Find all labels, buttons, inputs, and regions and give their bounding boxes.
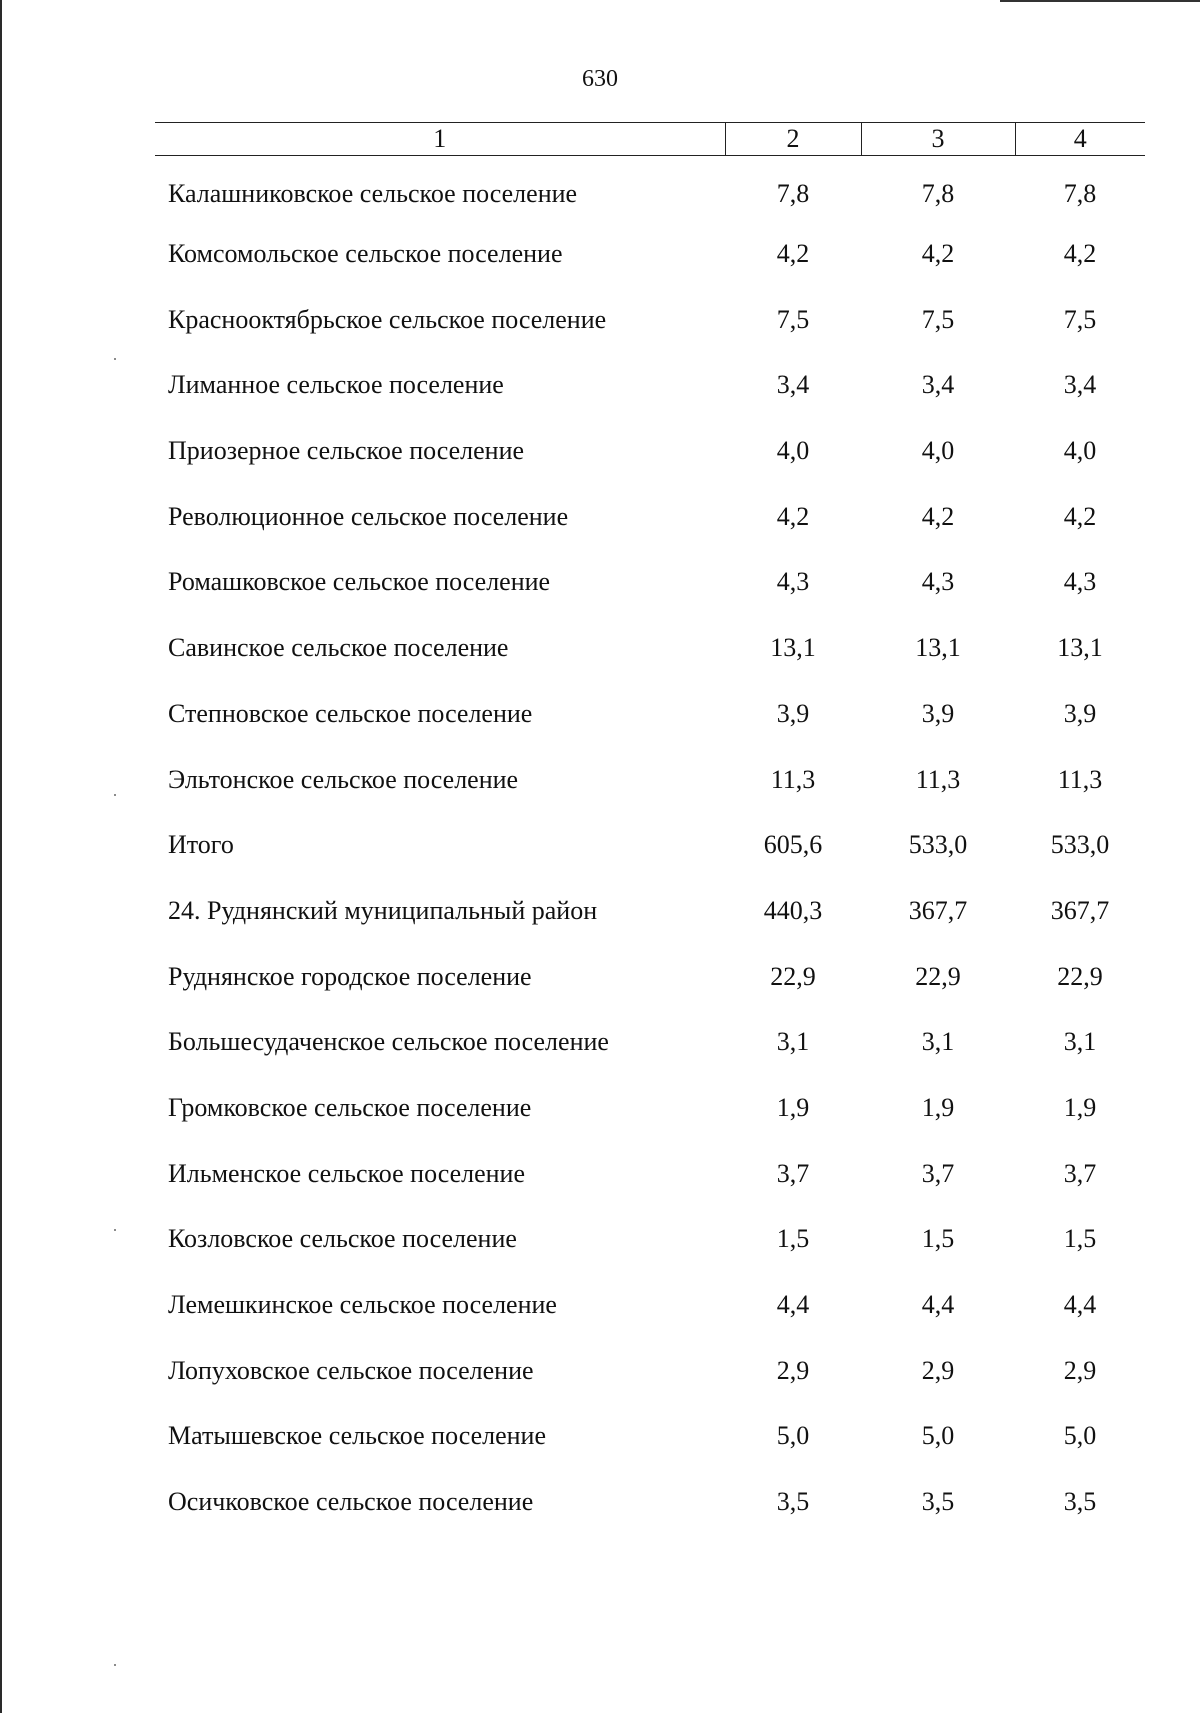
table-row [155, 287, 1145, 353]
value-col-3: 11,3 [915, 764, 961, 794]
scan-top-rule [1000, 0, 1200, 2]
value-col-4: 4,2 [1063, 239, 1097, 269]
value-col-3: 3,9 [921, 698, 955, 728]
value-col-4: 533,0 [1050, 830, 1110, 860]
settlement-name: Комсомольское сельское поселение [168, 239, 563, 269]
value-col-3: 4,3 [921, 567, 955, 597]
table-row [155, 221, 1145, 287]
settlement-name: Краснооктябрьское сельское поселение [168, 304, 607, 334]
value-col-4: 4,4 [1063, 1290, 1097, 1320]
scan-speck [114, 1229, 116, 1231]
settlement-name: Громковское сельское поселение [168, 1092, 532, 1122]
value-col-3: 533,0 [908, 830, 968, 860]
settlement-name: Степновское сельское поселение [168, 698, 533, 728]
settlement-name: Большесудаченское сельское поселение [168, 1027, 609, 1057]
scan-left-edge [0, 0, 2, 1713]
settlement-name: Революционное сельское поселение [168, 501, 569, 531]
scan-speck [114, 358, 116, 360]
settlement-name: Лиманное сельское поселение [168, 370, 504, 400]
table-row [155, 353, 1145, 419]
value-col-2: 7,5 [776, 304, 810, 334]
value-col-3: 3,7 [921, 1158, 955, 1188]
value-col-2: 3,4 [776, 370, 810, 400]
value-col-2: 13,1 [770, 633, 816, 663]
settlement-name: Калашниковское сельское поселение [168, 178, 578, 208]
settlement-name: Приозерное сельское поселение [168, 436, 525, 466]
value-col-3: 4,0 [921, 436, 955, 466]
value-col-4: 3,1 [1063, 1027, 1097, 1057]
value-col-2: 4,2 [776, 501, 810, 531]
column-header-4: 4 [1015, 123, 1145, 156]
value-col-2: 11,3 [770, 764, 816, 794]
scan-speck [114, 794, 116, 796]
value-col-4: 1,5 [1063, 1224, 1097, 1254]
value-col-3: 13,1 [915, 633, 961, 663]
value-col-2: 3,7 [776, 1158, 810, 1188]
value-col-4: 4,0 [1063, 436, 1097, 466]
value-col-4: 2,9 [1063, 1355, 1097, 1385]
value-col-4: 4,2 [1063, 501, 1097, 531]
value-col-4: 3,4 [1063, 370, 1097, 400]
value-col-4: 7,8 [1063, 178, 1097, 208]
settlement-name: Козловское сельское поселение [168, 1224, 517, 1254]
table-row [155, 747, 1145, 813]
value-col-4: 4,3 [1063, 567, 1097, 597]
value-col-4: 13,1 [1057, 633, 1103, 663]
value-col-3: 2,9 [921, 1355, 955, 1385]
settlement-name: Лемешкинское сельское поселение [168, 1290, 557, 1320]
value-col-3: 4,2 [921, 239, 955, 269]
value-col-2: 4,2 [776, 239, 810, 269]
value-col-2: 440,3 [763, 895, 823, 925]
table-row [155, 1009, 1145, 1075]
table-row [155, 1469, 1145, 1535]
value-col-3: 1,9 [921, 1092, 955, 1122]
column-header-3: 3 [861, 123, 1015, 156]
value-col-4: 3,9 [1063, 698, 1097, 728]
value-col-4: 5,0 [1063, 1421, 1097, 1451]
value-col-3: 5,0 [921, 1421, 955, 1451]
value-col-2: 4,4 [776, 1290, 810, 1320]
value-col-3: 3,5 [921, 1487, 955, 1517]
value-col-3: 3,1 [921, 1027, 955, 1057]
settlement-name: Лопуховское сельское поселение [168, 1355, 534, 1385]
table-row [155, 812, 1145, 878]
value-col-2: 3,1 [776, 1027, 810, 1057]
table-row [155, 1075, 1145, 1141]
value-col-2: 3,5 [776, 1487, 810, 1517]
table-row [155, 944, 1145, 1010]
value-col-2: 22,9 [770, 961, 816, 991]
settlement-name: Осичковское сельское поселение [168, 1487, 534, 1517]
value-col-2: 3,9 [776, 698, 810, 728]
value-col-4: 3,5 [1063, 1487, 1097, 1517]
table-body [155, 156, 1145, 1535]
table-row [155, 1141, 1145, 1207]
table-row [155, 615, 1145, 681]
value-col-2: 605,6 [763, 830, 823, 860]
settlement-name: Эльтонское сельское поселение [168, 764, 519, 794]
scan-speck [114, 1664, 116, 1666]
column-header-1: 1 [155, 123, 725, 156]
column-header-2: 2 [725, 123, 861, 156]
value-col-3: 367,7 [908, 895, 968, 925]
value-col-2: 1,5 [776, 1224, 810, 1254]
value-col-4: 3,7 [1063, 1158, 1097, 1188]
value-col-3: 7,8 [921, 178, 955, 208]
table-row [155, 681, 1145, 747]
settlement-name: Итого [168, 830, 234, 860]
value-col-4: 22,9 [1057, 961, 1103, 991]
table-row [155, 484, 1145, 550]
table-row [155, 1338, 1145, 1404]
value-col-3: 7,5 [921, 304, 955, 334]
value-col-4: 11,3 [1057, 764, 1103, 794]
header-row [155, 123, 1145, 156]
value-col-2: 1,9 [776, 1092, 810, 1122]
table-row [155, 156, 1145, 222]
page-number: 630 [582, 66, 618, 92]
table-row [155, 418, 1145, 484]
table-row [155, 550, 1145, 616]
value-col-2: 4,3 [776, 567, 810, 597]
value-col-4: 1,9 [1063, 1092, 1097, 1122]
settlement-name: Ромашковское сельское поселение [168, 567, 551, 597]
settlement-name: Савинское сельское поселение [168, 633, 509, 663]
settlement-name: Ильменское сельское поселение [168, 1158, 526, 1188]
value-col-2: 4,0 [776, 436, 810, 466]
value-col-3: 4,2 [921, 501, 955, 531]
value-col-4: 7,5 [1063, 304, 1097, 334]
settlement-name: Матышевское сельское поселение [168, 1421, 546, 1451]
table-row [155, 1272, 1145, 1338]
table-header [155, 123, 1145, 156]
data-table [155, 122, 1145, 1535]
table-row [155, 1207, 1145, 1273]
value-col-2: 5,0 [776, 1421, 810, 1451]
settlement-name: 24. Руднянский муниципальный район [168, 895, 598, 925]
table-row [155, 878, 1145, 944]
value-col-3: 3,4 [921, 370, 955, 400]
table-row [155, 1404, 1145, 1470]
value-col-3: 4,4 [921, 1290, 955, 1320]
value-col-3: 22,9 [915, 961, 961, 991]
value-col-2: 7,8 [776, 178, 810, 208]
value-col-2: 2,9 [776, 1355, 810, 1385]
value-col-3: 1,5 [921, 1224, 955, 1254]
settlement-name: Руднянское городское поселение [168, 961, 532, 991]
value-col-4: 367,7 [1050, 895, 1110, 925]
